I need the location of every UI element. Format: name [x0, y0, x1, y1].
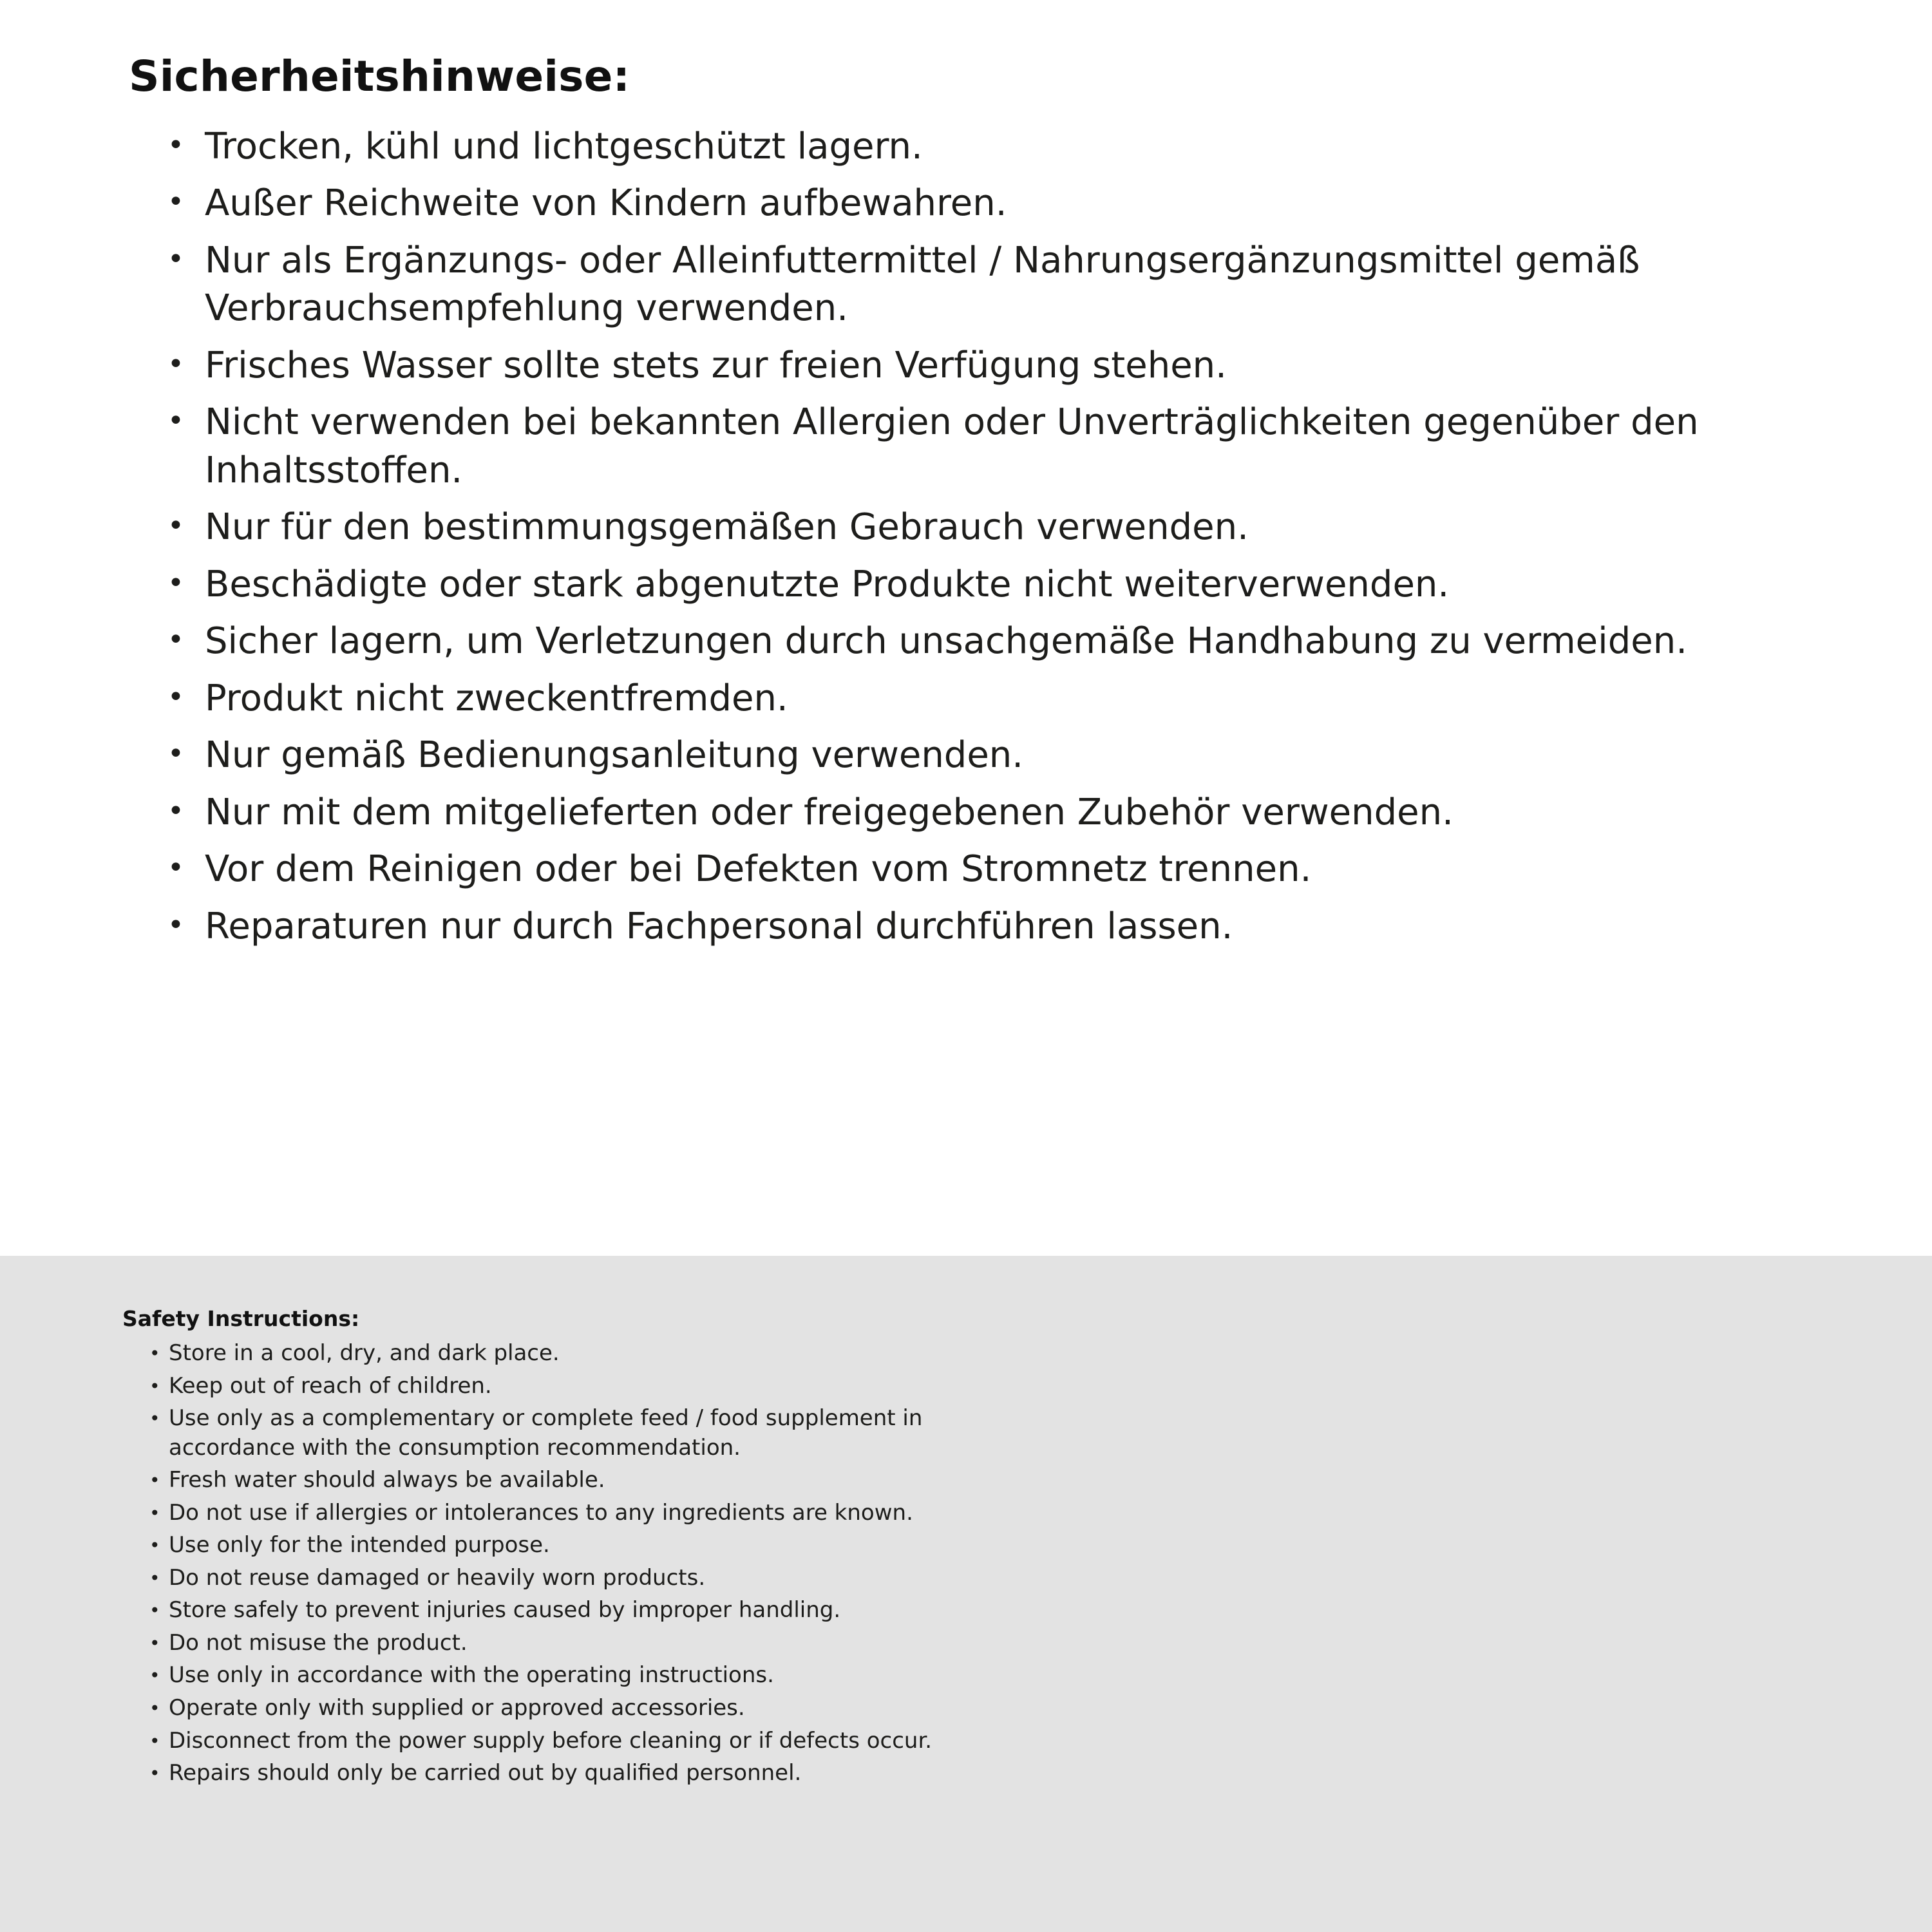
german-list-item [167, 903, 1855, 951]
english-list-item-text: Use only as a complementary or complete feed / food supplement in accordance with the consumption recommendation. [169, 1405, 923, 1461]
bullet-icon: • [167, 851, 184, 885]
german-list-item [167, 342, 1855, 390]
english-safety-section [0, 1256, 1932, 1932]
english-list-item-text: Store in a cool, dry, and dark place. [169, 1340, 560, 1366]
english-list-item [149, 1629, 953, 1658]
bullet-icon: • [149, 1730, 160, 1752]
bullet-icon: • [167, 794, 184, 828]
english-list-item [149, 1372, 953, 1401]
bullet-icon: • [167, 404, 184, 438]
english-list-item [149, 1661, 953, 1690]
bullet-icon: • [149, 1567, 160, 1589]
english-instruction-list [122, 1339, 953, 1788]
english-heading: Safety Instructions: [122, 1306, 360, 1331]
english-columns [122, 1339, 1855, 1854]
english-list-item-text: Repairs should only be carried out by qualified personnel. [169, 1760, 802, 1786]
german-list-item [167, 618, 1855, 665]
bullet-icon: • [149, 1408, 160, 1430]
english-list-item-text: Disconnect from the power supply before cleaning or if defects occur. [169, 1727, 933, 1754]
english-list-item-text: Use only for the intended purpose. [169, 1532, 550, 1558]
german-list-item [167, 399, 1855, 495]
english-list-item [149, 1531, 953, 1560]
german-list-item-text: Trocken, kühl und lichtgeschützt lagern. [205, 126, 923, 167]
german-list-item-text: Frisches Wasser sollte stets zur freien Verfügung stehen. [205, 344, 1227, 386]
bullet-icon: • [149, 1632, 160, 1654]
bullet-icon: • [149, 1343, 160, 1364]
german-list-item-text: Nur gemäß Bedienungsanleitung verwenden. [205, 734, 1024, 777]
german-list-item [167, 504, 1855, 551]
bullet-icon: • [167, 509, 184, 543]
bullet-icon: • [167, 566, 184, 600]
german-list-item [167, 123, 1855, 171]
bullet-icon: • [149, 1535, 160, 1557]
german-list-item [167, 561, 1855, 609]
english-list-item-text: Operate only with supplied or approved accessories. [169, 1695, 745, 1721]
german-list-item [167, 846, 1855, 893]
bullet-icon: • [167, 347, 184, 381]
german-list-item-text: Nur mit dem mitgelieferten oder freigegebenen Zubehör verwenden. [205, 791, 1454, 833]
bullet-icon: • [167, 908, 184, 942]
english-list-item [149, 1564, 953, 1593]
german-list-item [167, 180, 1855, 227]
german-list-item-text: Beschädigte oder stark abgenutzte Produkte nicht weiterverwenden. [205, 563, 1450, 605]
bullet-icon: • [167, 185, 184, 219]
english-list-item [149, 1466, 953, 1495]
german-list-item-text: Sicher lagern, um Verletzungen durch unsachgemäße Handhabung zu vermeiden. [205, 620, 1687, 663]
english-list-item [149, 1596, 953, 1625]
bullet-icon: • [149, 1763, 160, 1785]
english-list-item [149, 1759, 953, 1788]
english-list-item [149, 1499, 953, 1528]
bullet-icon: • [167, 242, 184, 276]
english-list-item [149, 1727, 953, 1756]
german-list-item-text: Produkt nicht zweckentfremden. [205, 677, 788, 719]
english-list-item-text: Do not use if allergies or intolerances to any ingredients are known. [169, 1499, 913, 1526]
german-list-item-text: Nur für den bestimmungsgemäßen Gebrauch verwenden. [205, 506, 1249, 549]
german-list-item [167, 675, 1855, 723]
bullet-icon: • [167, 129, 184, 162]
german-instruction-list [129, 123, 1855, 951]
bullet-icon: • [167, 680, 184, 714]
bullet-icon: • [149, 1600, 160, 1622]
german-list-item-text: Reparaturen nur durch Fachpersonal durchführen lassen. [205, 905, 1233, 947]
german-list-item-text: Nicht verwenden bei bekannten Allergien oder Unverträglichkeiten gegenüber den Inhaltsstoffen. [205, 401, 1699, 491]
german-list-item [167, 789, 1855, 837]
english-list-item [149, 1339, 953, 1368]
bullet-icon: • [149, 1698, 160, 1719]
bullet-icon: • [149, 1470, 160, 1492]
german-list-item-text: Vor dem Reinigen oder bei Defekten vom Stromnetz trennen. [205, 848, 1312, 891]
german-list-item-text: Nur als Ergänzungs- oder Alleinfuttermittel / Nahrungsergänzungsmittel gemäß Verbrauchsempfehlung verwenden. [205, 239, 1640, 330]
german-heading: Sicherheitshinweise: [129, 52, 630, 101]
english-list-item-text: Do not misuse the product. [169, 1629, 468, 1656]
bullet-icon: • [149, 1502, 160, 1524]
english-list-item [149, 1404, 953, 1463]
german-list-item [167, 732, 1855, 779]
english-list-item [149, 1694, 953, 1723]
bullet-icon: • [167, 623, 184, 657]
english-list-item-text: Fresh water should always be available. [169, 1467, 605, 1493]
german-list-item [167, 237, 1855, 333]
bullet-icon: • [167, 737, 184, 771]
english-list-item-text: Do not reuse damaged or heavily worn products. [169, 1564, 706, 1591]
german-list-item-text: Außer Reichweite von Kindern aufbewahren. [205, 182, 1007, 225]
english-list-item-text: Keep out of reach of children. [169, 1372, 492, 1399]
bullet-icon: • [149, 1665, 160, 1687]
english-list-item-text: Store safely to prevent injuries caused by improper handling. [169, 1597, 841, 1624]
bullet-icon: • [149, 1375, 160, 1397]
english-list-item-text: Use only in accordance with the operating instructions. [169, 1662, 774, 1689]
